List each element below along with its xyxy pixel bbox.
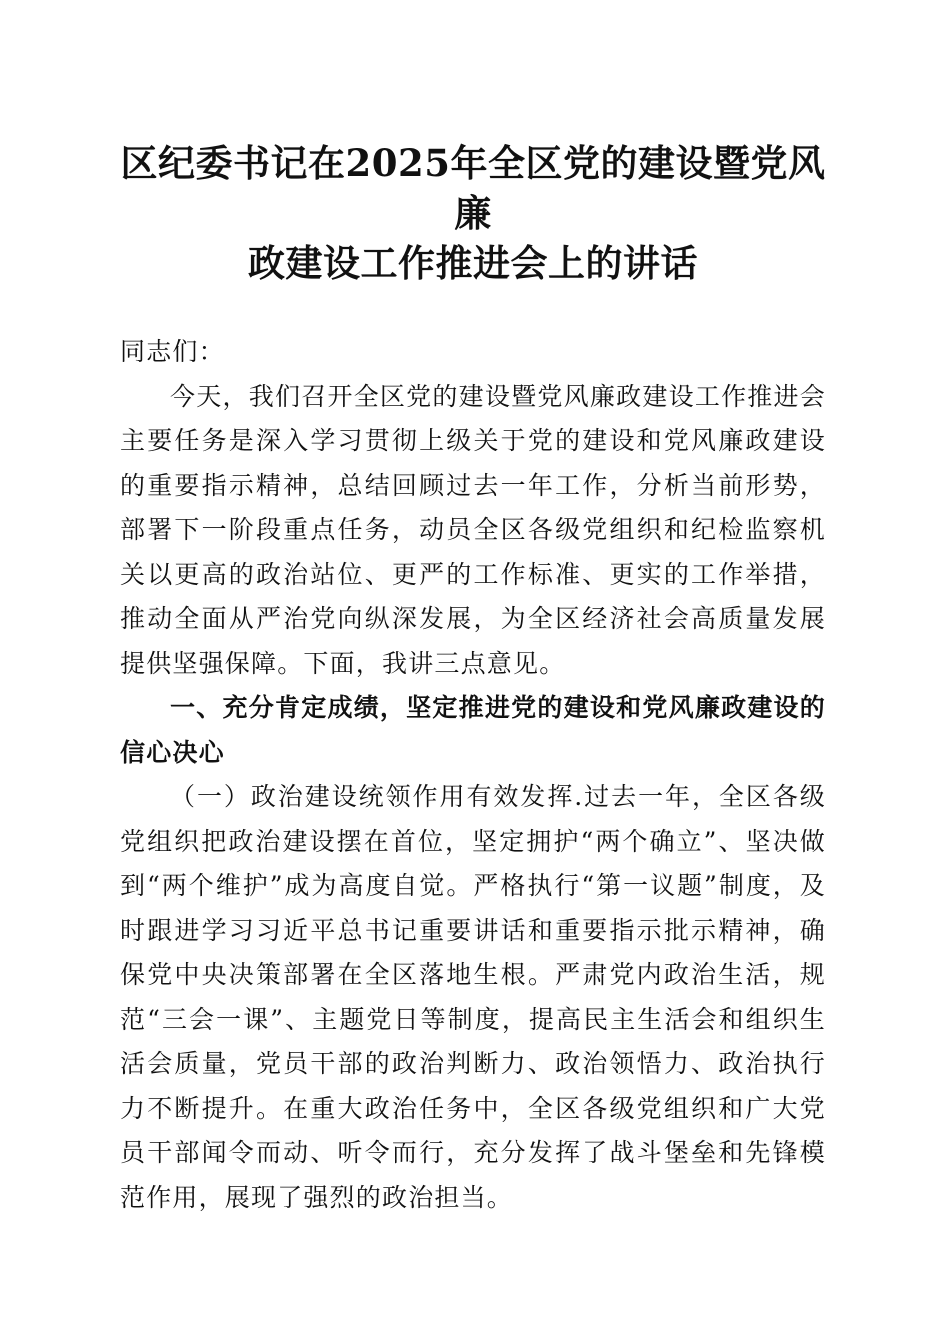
salutation: 同志们： [120, 337, 225, 366]
document-title [120, 138, 826, 288]
document-body [120, 330, 826, 1220]
subsection-1-body: 过去一年，全区各级党组织把政治建设摆在首位，坚定拥护“两个确立”、坚决做到“两个维护”成为高度自觉。严格执行“第一议题”制度，及时跟进学习习近平总书记重要讲话和重要指示批示精神，确保党中央决策部署在全区落地生根。严肃党内政治生活，规范“三会一课”、主题党日等制度，提高民主生活会和组织生活会质量，党员干部的政治判断力、政治领悟力、政治执行力不断提升。在重大政治任务中，全区各级党组织和广大党员干部闻令而动、听令而行，充分发挥了战斗堡垒和先锋模范作用，展现了强烈的政治担当。 [120, 782, 826, 1212]
intro-paragraph: 今天，我们召开全区党的建设暨党风廉政建设工作推进会主要任务是深入学习贯彻上级关于党的建设和党风廉政建设的重要指示精神，总结回顾过去一年工作，分析当前形势，部署下一阶段重点任务，动员全区各级党组织和纪检监察机关以更高的政治站位、更严的工作标准、更实的工作举措，推动全面从严治党向纵深发展，为全区经济社会高质量发展提供坚强保障。下面，我讲三点意见。 [120, 381, 826, 678]
section-1-heading: 一、充分肯定成绩，坚定推进党的建设和党风廉政建设的信心决心 [120, 693, 826, 767]
title-line-1: 区纪委书记在2025年全区党的建设暨党风廉 [120, 141, 826, 235]
subsection-1-title: （一）政治建设统领作用有效发挥. [170, 782, 584, 811]
title-line-2: 政建设工作推进会上的讲话 [248, 241, 698, 285]
subsection-1-paragraph [120, 775, 826, 1220]
